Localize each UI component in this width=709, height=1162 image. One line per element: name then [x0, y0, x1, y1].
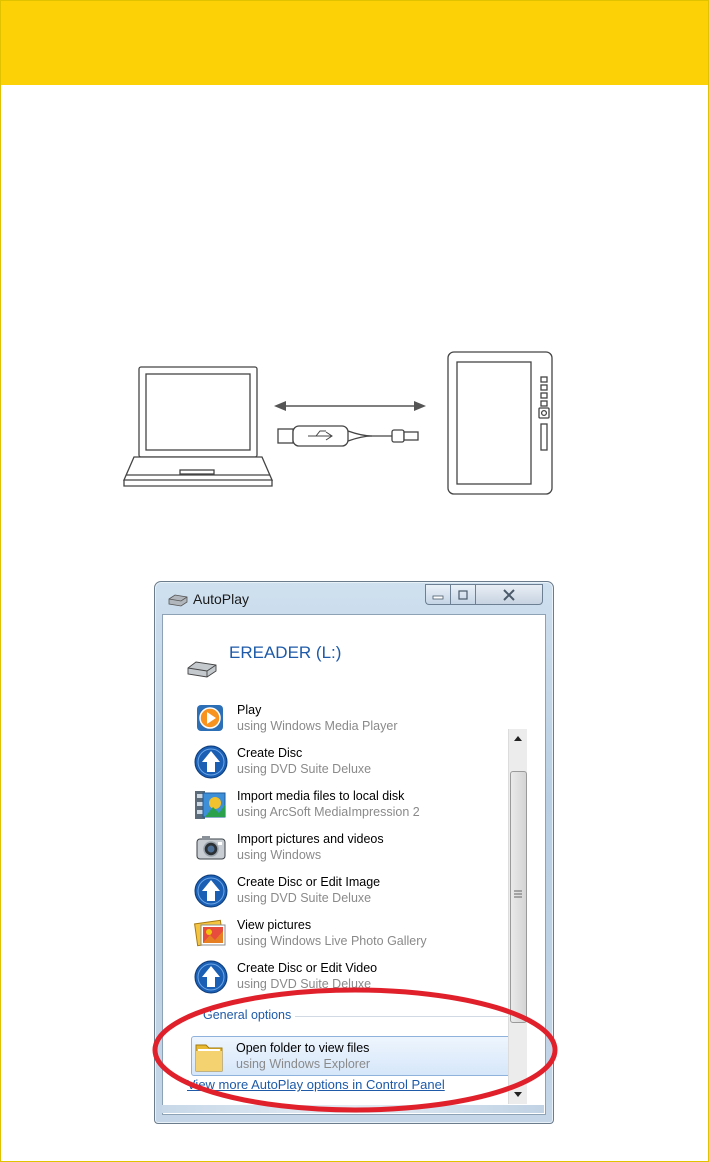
- autoplay-content: [162, 614, 546, 1115]
- general-options-label: General options: [203, 1008, 295, 1022]
- removable-drive-icon: [167, 593, 189, 607]
- window-title: AutoPlay: [193, 591, 250, 607]
- option-app: using Windows: [237, 848, 322, 862]
- autoplay-window: [154, 581, 554, 1124]
- usb-connection-illustration: [0, 340, 709, 500]
- option-import-pictures[interactable]: [193, 828, 513, 868]
- option-action: Open folder to view files: [236, 1041, 370, 1055]
- photo-gallery-icon: [193, 916, 229, 952]
- control-panel-link[interactable]: View more AutoPlay options in Control Panel: [187, 1077, 445, 1092]
- arrow-up-icon: [514, 735, 522, 741]
- option-action: Import media files to local disk: [237, 789, 405, 803]
- maximize-icon: [457, 590, 469, 600]
- option-action: Play: [237, 703, 262, 717]
- option-create-disc[interactable]: [193, 742, 513, 782]
- usb-cable-icon: [278, 426, 418, 446]
- window-bottom-edge: [162, 1105, 544, 1113]
- option-app: using Windows Media Player: [237, 719, 398, 733]
- laptop-icon: [124, 367, 272, 486]
- close-icon: [502, 589, 516, 601]
- grip-icon: [514, 890, 522, 898]
- scroll-down-button[interactable]: [509, 1086, 527, 1104]
- drive-icon: [187, 659, 217, 679]
- option-view-pictures[interactable]: [193, 914, 513, 954]
- dvd-suite-icon: [193, 959, 229, 995]
- top-header-band: [0, 0, 709, 85]
- option-action: Create Disc: [237, 746, 303, 760]
- option-play[interactable]: [193, 699, 513, 739]
- options-scrollbar[interactable]: [508, 729, 527, 1104]
- maximize-button[interactable]: [450, 584, 476, 605]
- scroll-thumb[interactable]: [510, 771, 527, 1023]
- double-arrow-icon: [274, 401, 426, 411]
- media-player-icon: [193, 701, 229, 737]
- option-app: using DVD Suite Deluxe: [237, 977, 372, 991]
- option-import-media[interactable]: [193, 785, 513, 825]
- drive-title: EREADER (L:): [229, 643, 342, 662]
- camera-icon: [193, 830, 229, 866]
- media-impression-icon: [193, 787, 229, 823]
- ereader-device-icon: [448, 352, 552, 494]
- option-action: Create Disc or Edit Video: [237, 961, 378, 975]
- minimize-icon: [432, 590, 444, 600]
- arrow-down-icon: [514, 1092, 522, 1098]
- folder-icon: [192, 1039, 228, 1075]
- option-action: Import pictures and videos: [237, 832, 384, 846]
- option-app: using Windows Live Photo Gallery: [237, 934, 427, 948]
- option-create-disc-edit-image[interactable]: [193, 871, 513, 911]
- dvd-suite-icon: [193, 873, 229, 909]
- scroll-up-button[interactable]: [509, 729, 527, 747]
- option-open-folder[interactable]: [191, 1036, 519, 1076]
- dvd-suite-icon: [193, 744, 229, 780]
- option-app: using Windows Explorer: [236, 1057, 371, 1071]
- option-action: Create Disc or Edit Image: [237, 875, 381, 889]
- option-create-disc-edit-video[interactable]: [193, 957, 513, 997]
- autoplay-options-list: [181, 699, 525, 1103]
- option-app: using ArcSoft MediaImpression 2: [237, 805, 420, 819]
- minimize-button[interactable]: [425, 584, 450, 605]
- option-app: using DVD Suite Deluxe: [237, 891, 372, 905]
- option-app: using DVD Suite Deluxe: [237, 762, 372, 776]
- option-action: View pictures: [237, 918, 312, 932]
- close-button[interactable]: [475, 584, 543, 605]
